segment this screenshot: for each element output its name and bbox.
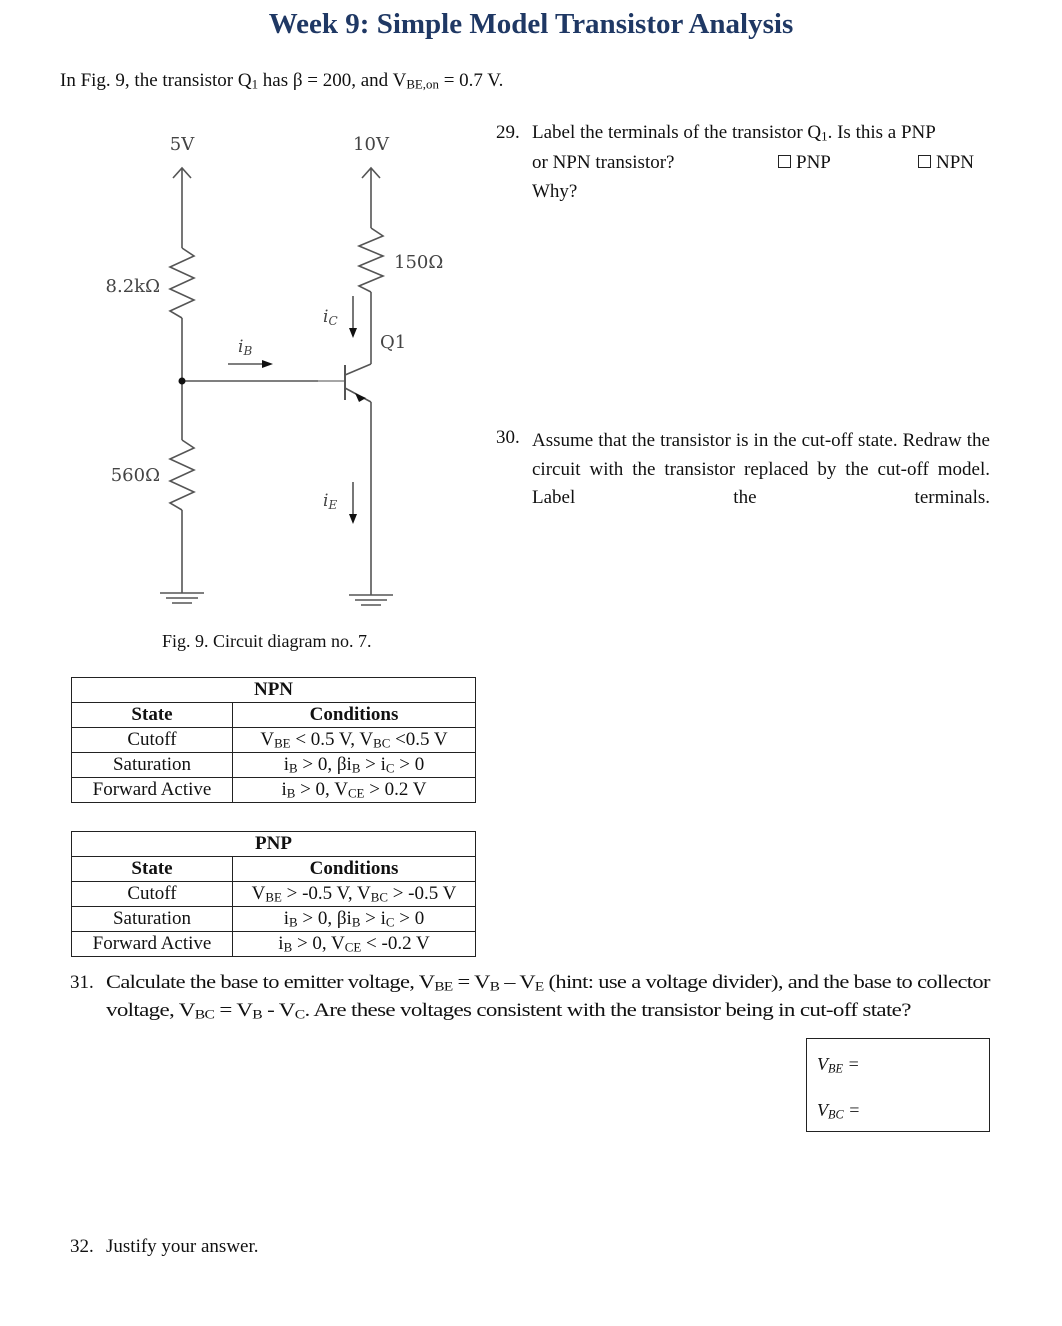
conditions-cell: $V_{BE} > -0.5$ V, $V_{BC} > -0.5$ V — [233, 882, 476, 907]
resistor-150 — [359, 228, 383, 292]
header-conditions: Conditions — [233, 703, 476, 728]
supply-arrow-left — [173, 168, 191, 248]
q31-number: 31. — [70, 972, 94, 993]
state-cell: Saturation — [72, 907, 233, 932]
conditions-cell: $i_B > 0$, $V_{CE} > 0.2$ V — [233, 778, 476, 803]
q31-line1: Calculate the base to emitter voltage, $V_{BE} = V_B - V_E$ (hint: use a voltage divider), and the base to collector — [106, 972, 990, 994]
conditions-cell: $i_B > 0$, $V_{CE} < -0.2$ V — [233, 932, 476, 957]
junction-node — [179, 378, 186, 385]
q30-text: Assume that the transistor is in the cut-off state. Redraw the circuit with the transistor replaced by the cut-off model. Label the terminals. — [532, 430, 990, 508]
state-cell: Cutoff — [72, 882, 233, 907]
table-title: NPN — [72, 678, 476, 703]
table-row — [72, 882, 476, 907]
label-q1: Q1 — [380, 332, 407, 353]
header-state: State — [72, 857, 233, 882]
label-ie: iE — [323, 491, 338, 512]
table-title: PNP — [72, 832, 476, 857]
table-title-row — [72, 832, 476, 857]
emitter-arrowhead — [355, 393, 366, 402]
option-npn-label: NPN — [936, 152, 975, 173]
answer-vbe[interactable]: $V_{BE}$ = — [817, 1054, 860, 1076]
q32-text: Justify your answer. — [106, 1236, 259, 1257]
resistor-8k2 — [170, 248, 194, 318]
label-ib: iB — [238, 337, 253, 358]
q29-line2: or NPN transistor? — [532, 152, 675, 173]
ground-left — [160, 593, 204, 603]
label-r-8k2: 8.2kΩ — [105, 276, 160, 297]
table-title-row — [72, 678, 476, 703]
state-cell: Forward Active — [72, 932, 233, 957]
answer-vbc[interactable]: $V_{BC}$ = — [817, 1100, 861, 1122]
option-npn[interactable] — [918, 152, 974, 174]
conditions-cell: $V_{BE} < 0.5$ V, $V_{BC} <0.5$ V — [233, 728, 476, 753]
label-ic: iC — [323, 307, 338, 328]
answer-box[interactable] — [806, 1038, 990, 1132]
state-cell: Forward Active — [72, 778, 233, 803]
label-10v: 10V — [353, 134, 389, 155]
q29-line1: Label the terminals of the transistor $Q_1$. Is this a PNP — [532, 122, 936, 144]
table-header-row — [72, 857, 476, 882]
header-state: State — [72, 703, 233, 728]
q32-number: 32. — [70, 1236, 94, 1257]
table-row — [72, 778, 476, 803]
state-cell: Saturation — [72, 753, 233, 778]
q29-line3: Why? — [532, 181, 578, 202]
table-row — [72, 728, 476, 753]
conditions-cell: $i_B > 0$, $\beta i_B > i_C > 0$ — [233, 907, 476, 932]
npn-state-table — [71, 677, 476, 803]
table-row — [72, 907, 476, 932]
resistor-560 — [170, 440, 194, 510]
q30-number: 30. — [496, 427, 520, 448]
checkbox-npn[interactable] — [918, 155, 931, 168]
pnp-state-table — [71, 831, 476, 957]
supply-arrow-right — [362, 168, 380, 228]
transistor-collector — [345, 364, 371, 375]
option-pnp[interactable] — [778, 152, 831, 174]
label-r-560: 560Ω — [110, 465, 160, 486]
page-title: Week 9: Simple Model Transistor Analysis — [268, 8, 794, 40]
conditions-cell: $i_B > 0$, $\beta i_B > i_C > 0$ — [233, 753, 476, 778]
header-conditions: Conditions — [233, 857, 476, 882]
option-pnp-label: PNP — [796, 152, 831, 173]
table-header-row — [72, 703, 476, 728]
figure-caption: Fig. 9. Circuit diagram no. 7. — [162, 631, 372, 651]
intro-text: In Fig. 9, the transistor $Q_1$ has β = 200, and $V_{BE,on} = 0.7$ V. — [60, 70, 504, 92]
state-cell: Cutoff — [72, 728, 233, 753]
label-r-150: 150Ω — [394, 252, 444, 273]
q31-line2: voltage, $V_{BC} = V_B - V_C$. Are these voltages consistent with the transistor being in cut-off state? — [106, 1000, 911, 1022]
q29-number: 29. — [496, 122, 520, 143]
checkbox-pnp[interactable] — [778, 155, 791, 168]
table-row — [72, 753, 476, 778]
label-5v: 5V — [169, 134, 195, 155]
table-row — [72, 932, 476, 957]
ground-right — [349, 595, 393, 605]
